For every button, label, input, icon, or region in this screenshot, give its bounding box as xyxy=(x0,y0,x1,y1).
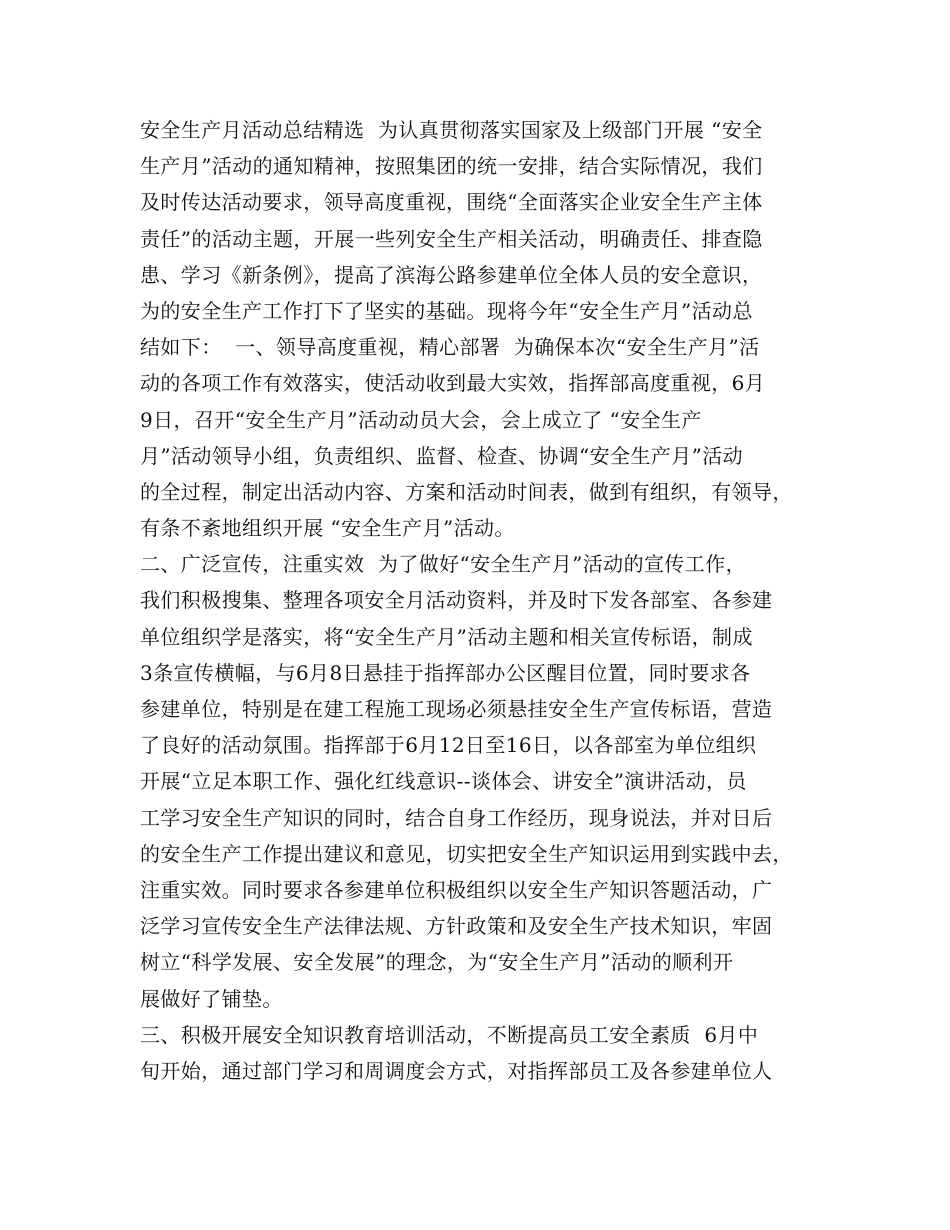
text-line: 为的安全生产工作打下了坚实的基础。现将今年“安全生产月”活动总 xyxy=(140,298,753,323)
text-line: 二、广泛宣传，注重实效 为了做好“安全生产月”活动的宣传工作， xyxy=(140,552,746,577)
text-line: 旬开始，通过部门学习和周调度会方式，对指挥部员工及各参建单位人 xyxy=(140,1058,773,1083)
text-line: 动的各项工作有效落实，使活动收到最大实效，指挥部高度重视，6月 xyxy=(140,371,766,396)
text-line: 结如下： 一、领导高度重视，精心部署 为确保本次“安全生产月”活 xyxy=(140,335,760,360)
text-line: 及时传达活动要求，领导高度重视，围绕“全面落实企业安全生产主体 xyxy=(140,190,763,215)
text-line: 责任”的活动主题，开展一些列安全生产相关活动，明确责任、排查隐 xyxy=(140,226,763,251)
text-line: 的全过程，制定出活动内容、方案和活动时间表，做到有组织，有领导， xyxy=(140,479,793,504)
text-line: 展做好了铺垫。 xyxy=(140,986,283,1011)
text-line: 安全生产月活动总结精选 为认真贯彻落实国家及上级部门开展 “安全 xyxy=(140,118,763,142)
text-line: 3条宣传横幅，与6月8日悬挂于指挥部办公区醒目位置，同时要求各 xyxy=(140,660,751,685)
text-line: 患、学习《新条例》，提高了滨海公路参建单位全体人员的安全意识， xyxy=(140,262,763,287)
text-line: 开展“立足本职工作、强化红线意识--谈体会、讲安全”演讲活动，员 xyxy=(140,769,747,794)
text-line: 了良好的活动氛围。指挥部于6月12日至16日，以各部室为单位组织 xyxy=(140,733,757,758)
text-line: 泛学习宣传安全生产法律法规、方针政策和及安全生产技术知识，牢固 xyxy=(140,914,773,939)
text-line: 9日，召开“安全生产月”活动动员大会，会上成立了 “安全生产 xyxy=(140,407,702,432)
document-body xyxy=(140,112,830,1089)
text-line: 三、积极开展安全知识教育培训活动，不断提高员工安全素质 6月中 xyxy=(140,1022,759,1047)
text-line: 树立“科学发展、安全发展”的理念，为“安全生产月”活动的顺利开 xyxy=(140,950,734,975)
text-line: 工学习安全生产知识的同时，结合自身工作经历，现身说法，并对日后 xyxy=(140,805,773,830)
text-line: 注重实效。同时要求各参建单位积极组织以安全生产知识答题活动，广 xyxy=(140,877,773,902)
text-line: 参建单位，特别是在建工程施工现场必须悬挂安全生产宣传标语，营造 xyxy=(140,697,773,721)
text-line: 我们积极搜集、整理各项安全月活动资料，并及时下发各部室、各参建 xyxy=(140,588,773,613)
text-line: 的安全生产工作提出建议和意见，切实把安全生产知识运用到实践中去， xyxy=(140,841,793,866)
text-line: 单位组织学是落实，将“安全生产月”活动主题和相关宣传标语，制成 xyxy=(140,624,753,649)
text-line: 月”活动领导小组，负责组织、监督、检查、协调“安全生产月”活动 xyxy=(140,443,744,468)
text-line: 生产月”活动的通知精神，按照集团的统一安排，结合实际情况，我们 xyxy=(140,154,763,179)
text-line: 有条不紊地组织开展 “安全生产月”活动。 xyxy=(140,516,515,541)
